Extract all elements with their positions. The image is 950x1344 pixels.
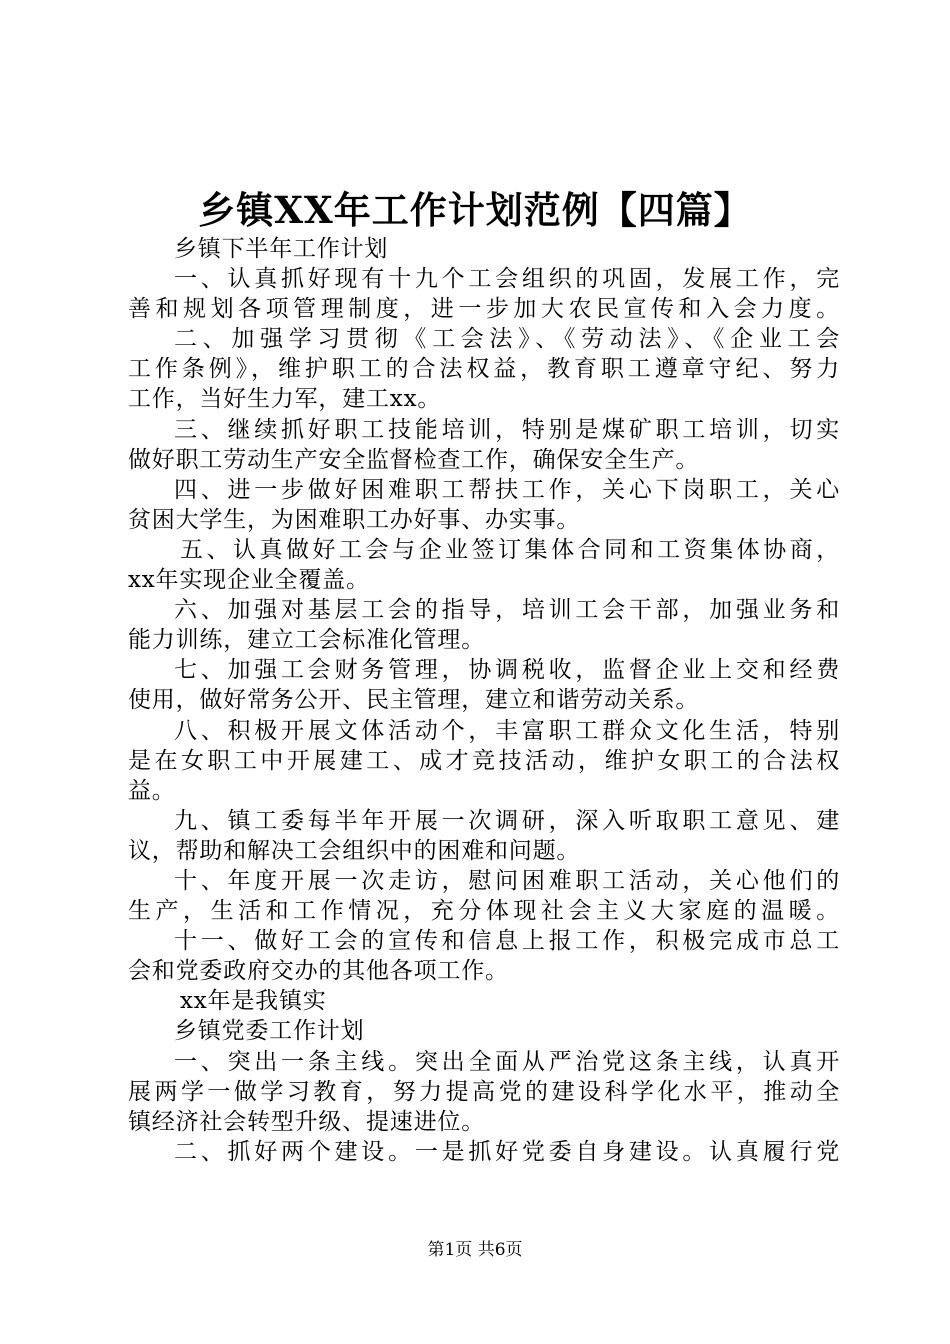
document-body: [128, 234, 840, 1167]
paragraph-line: 工作条例》，维护职工的合法权益，教育职工遵章守纪、努力: [128, 356, 840, 383]
paragraph-line: 一、突出一条主线。突出全面从严治党这条主线，认真开: [174, 1048, 840, 1075]
paragraph-line: 四、进一步做好困难职工帮扶工作，关心下岗职工，关心: [174, 476, 840, 503]
paragraph-line: 是在女职工中开展建工、成才竞技活动，维护女职工的合法权: [128, 747, 840, 774]
paragraph-line: 使用，做好常务公开、民主管理，建立和谐劳动关系。: [128, 687, 700, 714]
paragraph-line: 九、镇工委每半年开展一次调研，深入听取职工意见、建: [174, 807, 840, 834]
paragraph-line: 二、抓好两个建设。一是抓好党委自身建设。认真履行党: [174, 1138, 840, 1165]
paragraph-line: 十一、做好工会的宣传和信息上报工作，积极完成市总工: [174, 928, 840, 955]
paragraph-line: 贫困大学生，为困难职工办好事、办实事。: [128, 506, 581, 533]
paragraph-line: 议，帮助和解决工会组织中的困难和问题。: [128, 837, 581, 864]
paragraph-line: 益。: [128, 777, 176, 804]
paragraph-line: 镇经济社会转型升级、提速进位。: [128, 1108, 485, 1135]
paragraph-line: 能力训练，建立工会标准化管理。: [128, 627, 485, 654]
paragraph-line: 八、积极开展文体活动个，丰富职工群众文化生活，特别: [174, 717, 840, 744]
document-title: 乡镇XX年工作计划范例【四篇】: [198, 188, 752, 232]
page-number: 第1页 共6页: [427, 1240, 523, 1260]
paragraph-line: 五、认真做好工会与企业签订集体合同和工资集体协商，: [180, 536, 840, 563]
paragraph-line: 工作，当好生力军，建工xx。: [128, 386, 442, 413]
paragraph-line: 生产，生活和工作情况，充分体现社会主义大家庭的温暖。: [128, 898, 840, 925]
paragraph-line: 善和规划各项管理制度，进一步加大农民宣传和入会力度。: [128, 296, 840, 323]
paragraph-line: 展两学一做学习教育，努力提高党的建设科学化水平，推动全: [128, 1078, 840, 1105]
section-heading: 乡镇下半年工作计划: [174, 236, 389, 262]
section-heading: 乡镇党委工作计划: [174, 1018, 365, 1045]
paragraph-line: 六、加强对基层工会的指导，培训工会干部，加强业务和: [174, 597, 840, 624]
paragraph-line: xx年实现企业全覆盖。: [128, 567, 370, 594]
paragraph-line: 二、加强学习贯彻《工会法》、《劳动法》、《企业工会: [174, 326, 840, 353]
paragraph-line: 做好职工劳动生产安全监督检查工作，确保安全生产。: [128, 446, 700, 473]
paragraph-line: 十、年度开展一次走访，慰问困难职工活动，关心他们的: [174, 867, 840, 894]
paragraph-line: xx年是我镇实: [180, 988, 327, 1015]
paragraph-line: 七、加强工会财务管理，协调税收，监督企业上交和经费: [174, 657, 840, 684]
paragraph-line: 一、认真抓好现有十九个工会组织的巩固，发展工作，完: [174, 266, 840, 293]
paragraph-line: 会和党委政府交办的其他各项工作。: [128, 958, 509, 985]
paragraph-line: 三、继续抓好职工技能培训，特别是煤矿职工培训，切实: [174, 416, 840, 443]
